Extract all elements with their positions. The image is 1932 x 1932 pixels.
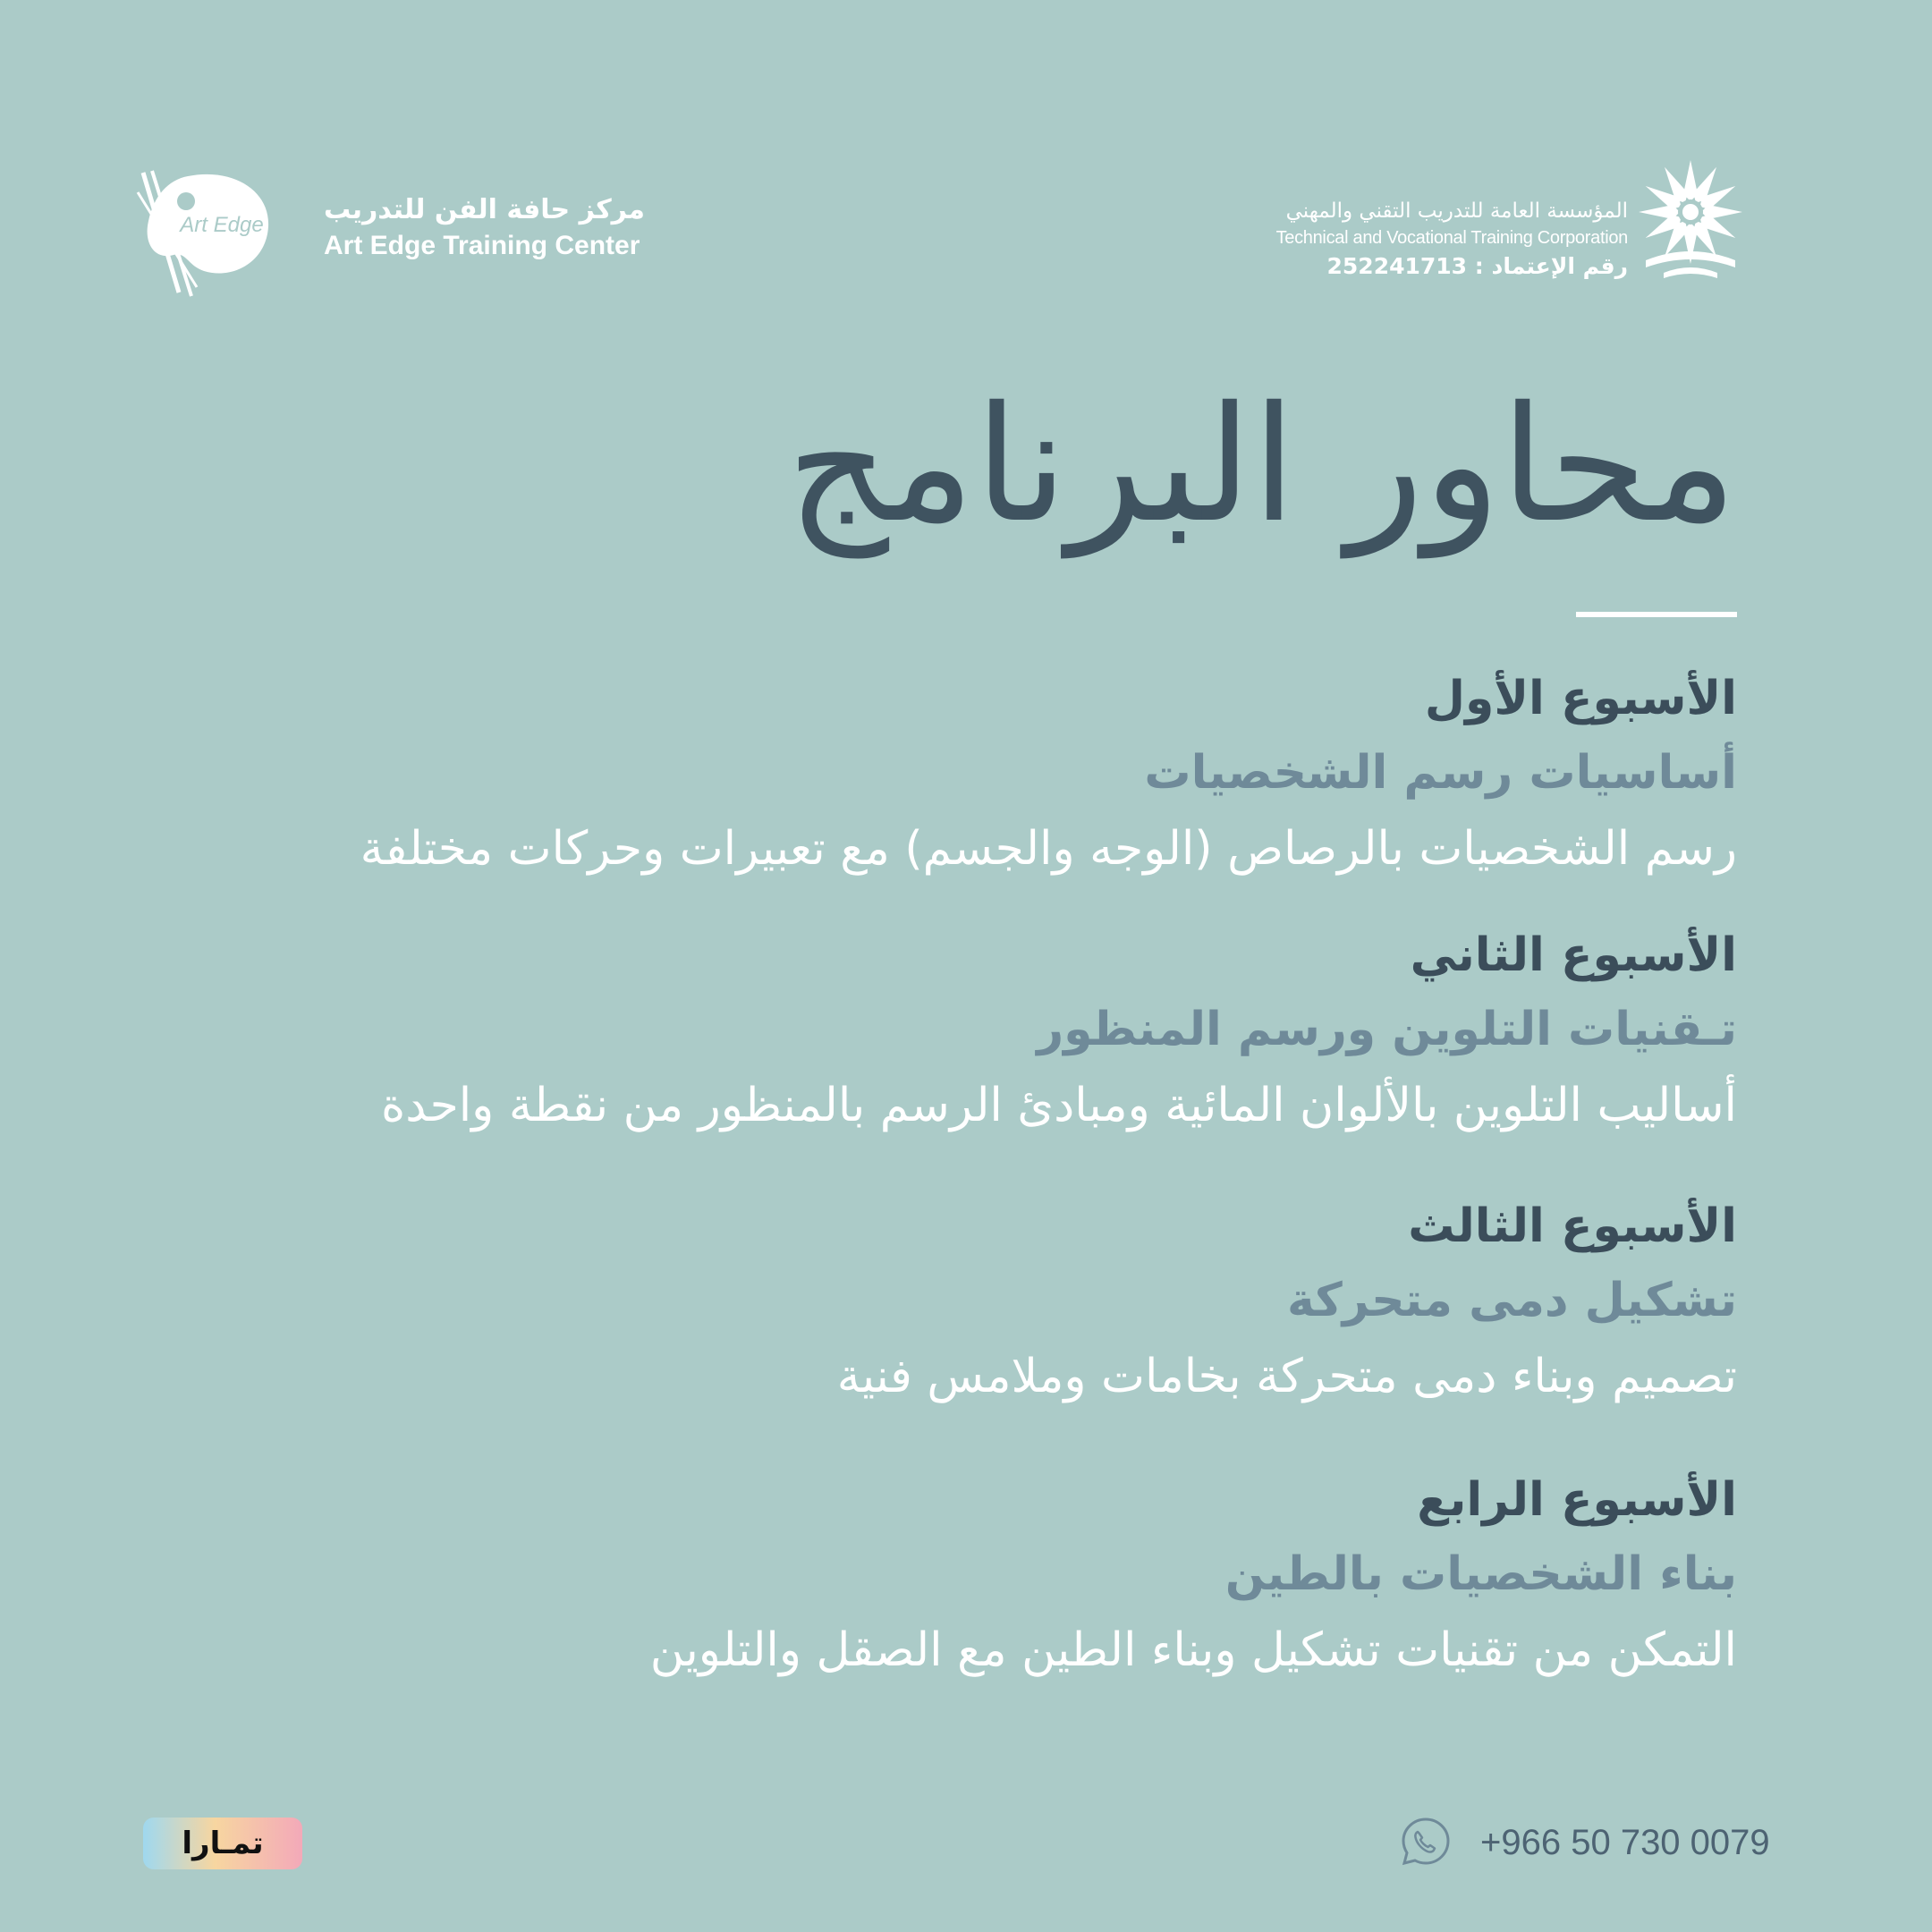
tvtc-name-en: Technical and Vocational Training Corporation [1275,228,1628,248]
tvtc-logo-icon [1637,157,1744,282]
title-divider [1576,612,1737,617]
art-edge-logo-text: Art Edge [180,213,264,237]
week-description: تصميم وبناء دمى متحركة بخامات وملامس فنية [836,1350,1737,1403]
whatsapp-icon[interactable] [1400,1816,1452,1868]
week-description: التمكن من تقنيات تشكيل وبناء الطين مع الصقل والتلوين [649,1623,1737,1677]
week-topic: بناء الشخصيات بالطين [1224,1547,1737,1601]
week-label: الأسبوع الثالث [1408,1199,1737,1253]
phone-number[interactable]: +966 50 730 0079 [1480,1823,1770,1862]
tvtc-block [984,197,1628,283]
week-label: الأسبوع الثاني [1410,928,1737,982]
art-edge-logo [134,165,277,300]
tamara-label: تمـارا [182,1826,264,1861]
week-topic: تشكيل دمى متحركة [1286,1274,1737,1327]
week-1 [38,662,1737,887]
week-topic: تـقنيات التلوين ورسم المنظور [1037,1003,1737,1056]
art-center-name-en: Art Edge Training Center [324,231,640,260]
week-description: أساليب التلوين بالألوان المائية ومبادئ الرسم بالمنظور من نقطة واحدة [381,1079,1737,1132]
art-center-name-ar: مركز حافة الفن للتدريب [324,194,645,225]
tvtc-name-ar: المؤسسة العامة للتدريب التقني والمهني [1285,199,1628,223]
art-center-name [324,192,699,264]
week-label: الأسبوع الأول [1424,672,1737,725]
tamara-badge [143,1818,302,1869]
week-2 [38,919,1737,1144]
accreditation-number: رقم الإعتماد : 252241713 [1326,253,1628,279]
week-topic: أساسيات رسم الشخصيات [1144,746,1737,800]
week-label: الأسبوع الرابع [1417,1473,1737,1527]
page-title: محاور البرنامج [786,372,1737,557]
week-description: رسم الشخصيات بالرصاص (الوجه والجسم) مع تعبيرات وحركات مختلفة [360,822,1737,876]
week-4 [38,1463,1737,1689]
week-3 [38,1190,1737,1415]
